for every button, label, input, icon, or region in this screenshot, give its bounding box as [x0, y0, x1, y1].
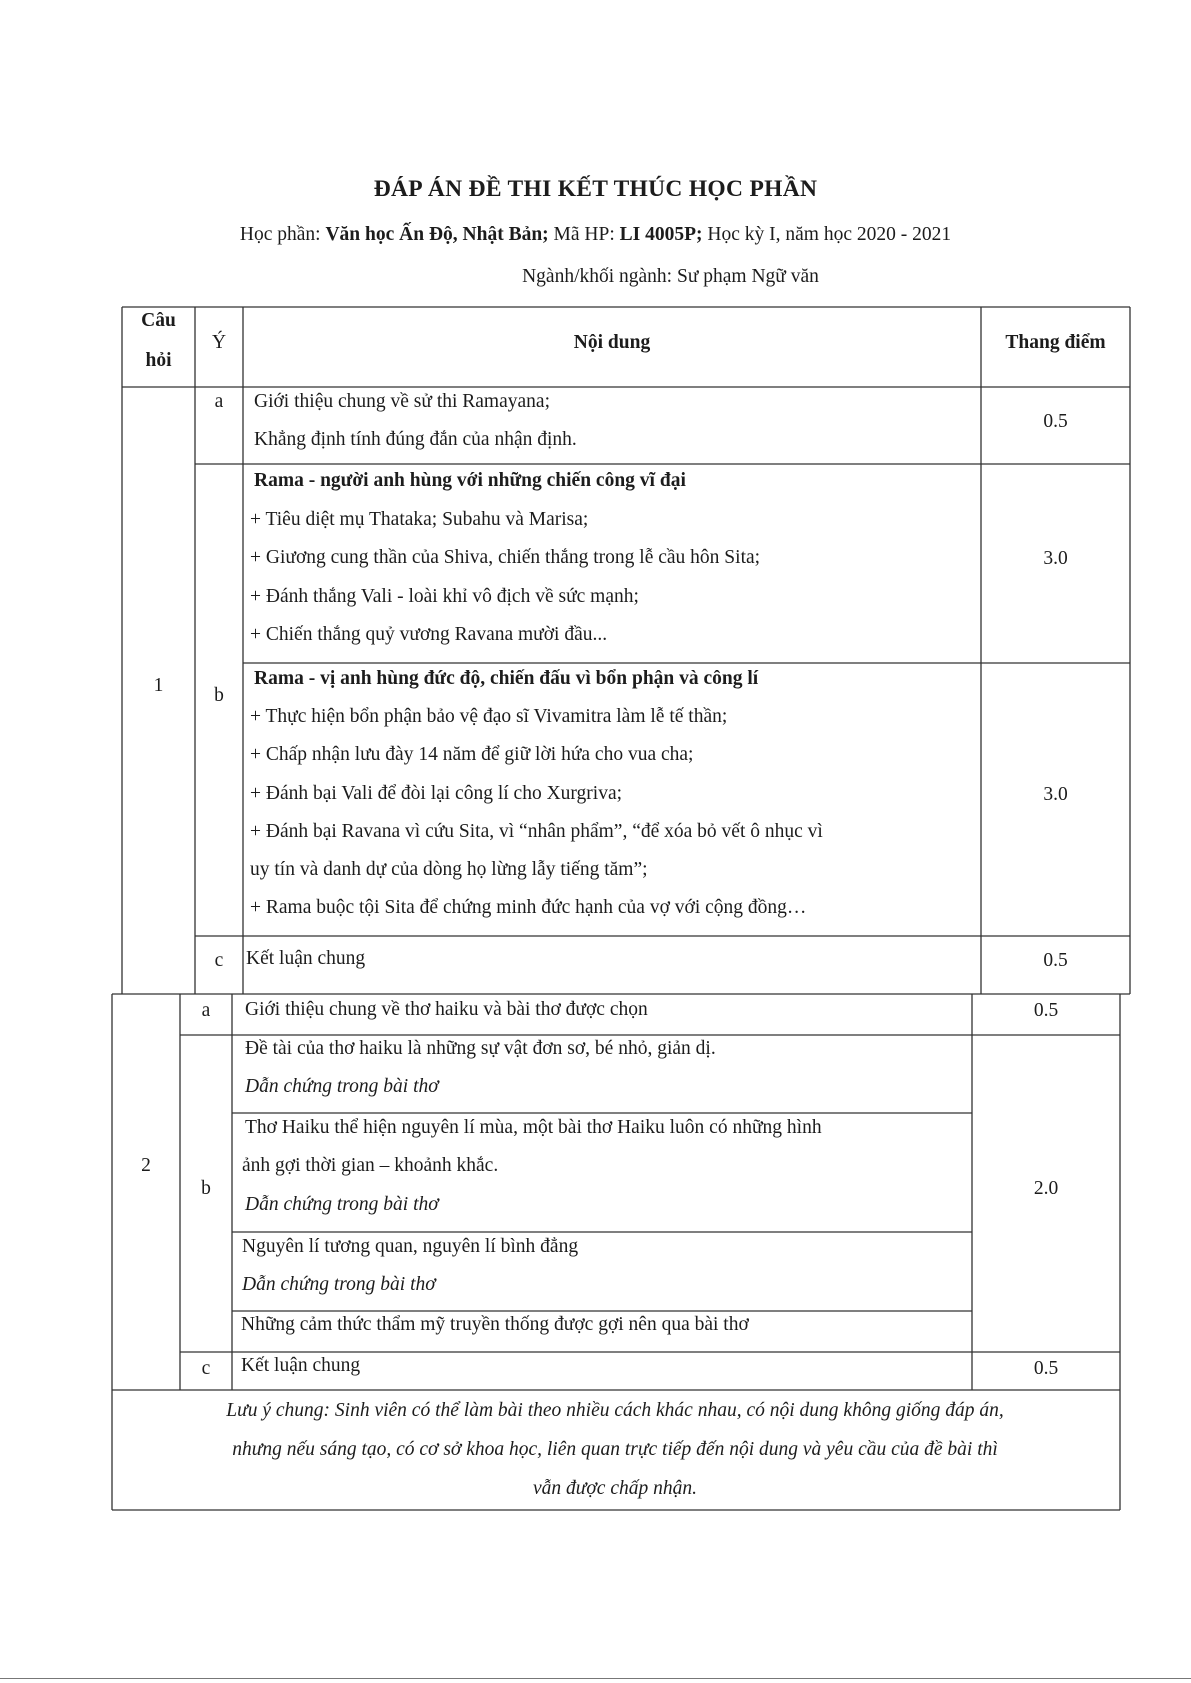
course-term: Học kỳ I, năm học 2020 - 2021 — [702, 224, 952, 245]
q1b-score-1: 3.0 — [1043, 548, 1068, 569]
q1-idea-b: b — [214, 685, 224, 706]
q1b-line-10: + Rama buộc tội Sita để chứng minh đức hạnh của vợ với cộng đồng… — [250, 897, 807, 918]
q1-idea-c: c — [214, 950, 224, 971]
header-idea: Ý — [211, 332, 227, 353]
document-title: ĐÁP ÁN ĐỀ THI KẾT THÚC HỌC PHẦN — [373, 176, 818, 202]
q1b-line-9: uy tín và danh dự của dòng họ lừng lẫy tiếng tăm”; — [250, 859, 648, 880]
course-code-label: Mã HP: — [548, 224, 620, 245]
q2b-p1-evidence: Dẫn chứng trong bài thơ — [245, 1076, 439, 1097]
q1b-line-5: + Thực hiện bổn phận bảo vệ đạo sĩ Vivamitra làm lễ tế thần; — [250, 706, 728, 727]
course-name: Văn học Ấn Độ, Nhật Bản; — [325, 224, 549, 245]
note-line-3: vẫn được chấp nhận. — [532, 1478, 697, 1499]
header-question-line2: hỏi — [145, 350, 172, 371]
q2c-score: 0.5 — [1033, 1358, 1059, 1379]
q1b-heading-2: Rama - vị anh hùng đức độ, chiến đấu vì bổn phận và công lí — [254, 668, 759, 689]
q2b-p3-text: Nguyên lí tương quan, nguyên lí bình đẳng — [242, 1236, 579, 1257]
course-prefix: Học phần: — [239, 224, 326, 245]
q2b-p4-text: Những cảm thức thẩm mỹ truyền thống được gợi nên qua bài thơ — [241, 1314, 749, 1335]
header-score: Thang điểm — [1005, 332, 1106, 353]
q2b-p3-evidence: Dẫn chứng trong bài thơ — [242, 1274, 436, 1295]
q2-idea-a: a — [201, 1000, 211, 1021]
q2a-text: Giới thiệu chung về thơ haiku và bài thơ được chọn — [245, 999, 648, 1020]
q1b-line-3: + Đánh thắng Vali - loài khỉ vô địch về sức mạnh; — [250, 586, 639, 607]
q1b-line-2: + Giương cung thần của Shiva, chiến thắng trong lễ cầu hôn Sita; — [250, 547, 761, 568]
q1b-line-7: + Đánh bại Vali để đòi lại công lí cho Xurgriva; — [250, 783, 623, 804]
header-question-line1: Câu — [141, 310, 176, 331]
q2-idea-c: c — [201, 1358, 211, 1379]
q2b-score: 2.0 — [1033, 1178, 1059, 1199]
q1a-line-1: Giới thiệu chung về sử thi Ramayana; — [254, 391, 550, 412]
general-note — [112, 1391, 1118, 1508]
q1-idea-a: a — [214, 391, 224, 412]
q1b-line-6: + Chấp nhận lưu đày 14 năm để giữ lời hứa cho vua cha; — [250, 744, 694, 765]
note-line-2: nhưng nếu sáng tạo, có cơ sở khoa học, liên quan trực tiếp đến nội dung và yêu cầu của đề bài thì — [232, 1439, 998, 1460]
q2b-p2-line2: ảnh gợi thời gian – khoảnh khắc. — [242, 1155, 499, 1176]
q1b-line-8: + Đánh bại Ravana vì cứu Sita, vì “nhân phẩm”, “để xóa bỏ vết ô nhục vì — [250, 821, 823, 842]
major-line: Ngành/khối ngành: Sư phạm Ngữ văn — [522, 266, 819, 287]
q1a-score: 0.5 — [1043, 411, 1068, 432]
q1b-line-4: + Chiến thắng quỷ vương Ravana mười đầu... — [250, 624, 608, 645]
q2a-score: 0.5 — [1033, 1000, 1059, 1021]
q2b-p1-text: Đề tài của thơ haiku là những sự vật đơn sơ, bé nhỏ, giản dị. — [245, 1038, 716, 1059]
note-line-1: Lưu ý chung: Sinh viên có thể làm bài theo nhiều cách khác nhau, có nội dung không giống đáp án, — [226, 1400, 1004, 1421]
q1a-line-2: Khẳng định tính đúng đắn của nhận định. — [254, 429, 577, 450]
header-content: Nội dung — [573, 332, 651, 353]
course-code: LI 4005P; — [619, 224, 703, 245]
q2b-p2-line1: Thơ Haiku thể hiện nguyên lí mùa, một bài thơ Haiku luôn có những hình — [245, 1117, 822, 1138]
question-number-1: 1 — [153, 675, 164, 696]
q2-idea-b: b — [201, 1178, 211, 1199]
q1b-line-1: + Tiêu diệt mụ Thataka; Subahu và Marisa; — [250, 509, 589, 530]
q1b-score-2: 3.0 — [1043, 784, 1068, 805]
q1c-score: 0.5 — [1043, 950, 1068, 971]
scan-edge-line — [0, 1678, 1191, 1679]
q1c-text: Kết luận chung — [246, 948, 366, 969]
q1b-heading-1: Rama - người anh hùng với những chiến công vĩ đại — [254, 470, 686, 491]
question-number-2: 2 — [141, 1155, 151, 1176]
q2b-p2-evidence: Dẫn chứng trong bài thơ — [245, 1194, 439, 1215]
q2c-text: Kết luận chung — [241, 1355, 361, 1376]
